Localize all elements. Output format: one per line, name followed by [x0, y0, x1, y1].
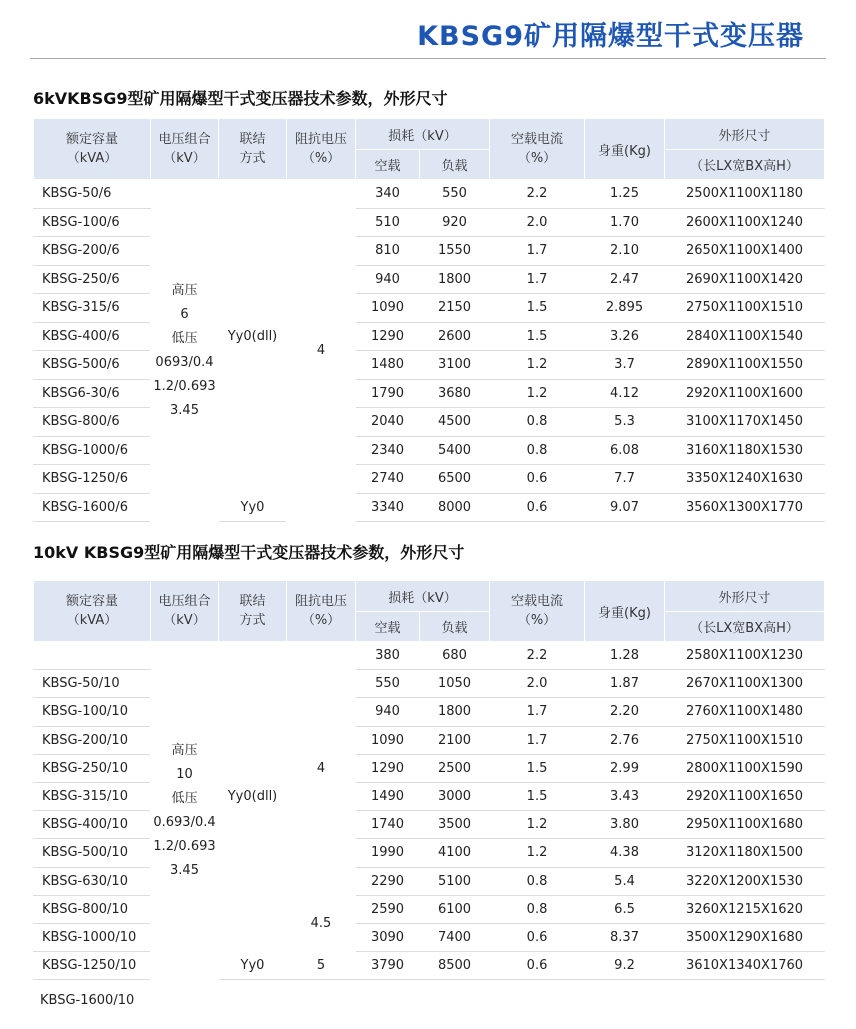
- header-loss-noload: 空载: [356, 150, 420, 180]
- model-cell: KBSG-630/10: [34, 867, 151, 895]
- table-body: [34, 642, 825, 980]
- header-loss-load: 负载: [420, 150, 490, 180]
- impedance-cell: 4: [287, 642, 356, 896]
- loss-noload-cell: 380: [356, 642, 420, 670]
- weight-cell: 2.47: [585, 265, 665, 294]
- weight-cell: 1.70: [585, 208, 665, 237]
- dimensions-cell: 2890X1100X1550: [665, 351, 825, 380]
- dimensions-cell: 2650X1100X1400: [665, 237, 825, 266]
- model-cell: KBSG-315/10: [34, 782, 151, 810]
- dimensions-cell: 2600X1100X1240: [665, 208, 825, 237]
- header-dimensions-unit: （长LX宽BX高H）: [665, 612, 825, 642]
- weight-cell: 4.12: [585, 379, 665, 408]
- connection-cell: Yy0: [219, 493, 287, 522]
- noload-current-cell: 1.5: [490, 294, 585, 323]
- weight-cell: 1.28: [585, 642, 665, 670]
- model-cell: KBSG-50/10: [34, 670, 151, 698]
- noload-current-cell: 1.2: [490, 811, 585, 839]
- loss-noload-cell: 2040: [356, 408, 420, 437]
- weight-cell: 2.76: [585, 726, 665, 754]
- model-cell: KBSG-500/6: [34, 351, 151, 380]
- noload-current-cell: 0.6: [490, 952, 585, 980]
- weight-cell: 3.80: [585, 811, 665, 839]
- loss-load-cell: 2100: [420, 726, 490, 754]
- dimensions-cell: 2500X1100X1180: [665, 180, 825, 209]
- noload-current-cell: 0.8: [490, 867, 585, 895]
- loss-load-cell: 680: [420, 642, 490, 670]
- weight-cell: 6.08: [585, 436, 665, 465]
- table-header: [34, 119, 825, 180]
- voltage-combo-line: 0.693/0.4: [153, 814, 216, 830]
- dimensions-cell: 3610X1340X1760: [665, 952, 825, 980]
- loss-noload-cell: 2740: [356, 465, 420, 494]
- voltage-combo-line: 低压: [171, 330, 198, 346]
- impedance-cell: 5: [287, 952, 356, 980]
- voltage-combo-line: 3.45: [170, 862, 199, 878]
- weight-cell: 2.895: [585, 294, 665, 323]
- model-cell: KBSG-800/6: [34, 408, 151, 437]
- model-cell: [34, 642, 151, 670]
- weight-cell: 9.07: [585, 493, 665, 522]
- noload-current-cell: 0.8: [490, 436, 585, 465]
- noload-current-cell: 1.7: [490, 265, 585, 294]
- noload-current-cell: 1.5: [490, 782, 585, 810]
- dimensions-cell: 2670X1100X1300: [665, 670, 825, 698]
- loss-load-cell: 3500: [420, 811, 490, 839]
- voltage-combo-line: 低压: [171, 790, 198, 806]
- header-dimensions-unit: （长LX宽BX高H）: [665, 150, 825, 180]
- loss-load-cell: 3100: [420, 351, 490, 380]
- model-cell: KBSG-250/6: [34, 265, 151, 294]
- noload-current-cell: 0.6: [490, 493, 585, 522]
- weight-cell: 2.99: [585, 754, 665, 782]
- weight-cell: 3.43: [585, 782, 665, 810]
- model-cell: KBSG-50/6: [34, 180, 151, 209]
- dimensions-cell: 3260X1215X1620: [665, 895, 825, 923]
- loss-load-cell: 1050: [420, 670, 490, 698]
- header-connection: 联结 方式: [219, 581, 287, 642]
- loss-noload-cell: 2590: [356, 895, 420, 923]
- loss-noload-cell: 550: [356, 670, 420, 698]
- weight-cell: 5.3: [585, 408, 665, 437]
- dimensions-cell: 2950X1100X1680: [665, 811, 825, 839]
- loss-noload-cell: 2340: [356, 436, 420, 465]
- loss-noload-cell: 1990: [356, 839, 420, 867]
- header-rated-capacity: 额定容量 （kVA）: [34, 581, 151, 642]
- weight-cell: 2.20: [585, 698, 665, 726]
- model-cell: KBSG-250/10: [34, 754, 151, 782]
- noload-current-cell: 2.2: [490, 642, 585, 670]
- header-weight: 身重(Kg): [585, 581, 665, 642]
- dimensions-cell: 3500X1290X1680: [665, 923, 825, 951]
- weight-cell: 1.25: [585, 180, 665, 209]
- dimensions-cell: 3100X1170X1450: [665, 408, 825, 437]
- model-cell: KBSG-1000/6: [34, 436, 151, 465]
- voltage-combo-line: 1.2/0.693: [153, 378, 216, 394]
- voltage-combo-line: 10: [176, 766, 193, 782]
- noload-current-cell: 2.0: [490, 670, 585, 698]
- header-loss: 损耗（kV）: [356, 581, 490, 612]
- loss-load-cell: 920: [420, 208, 490, 237]
- model-cell: KBSG-400/10: [34, 811, 151, 839]
- weight-cell: 5.4: [585, 867, 665, 895]
- voltage-combo-line: 6: [180, 306, 189, 322]
- connection-cell: Yy0: [219, 952, 287, 980]
- noload-current-cell: 1.7: [490, 237, 585, 266]
- model-cell: KBSG-800/10: [34, 895, 151, 923]
- dimensions-cell: 3560X1300X1770: [665, 493, 825, 522]
- impedance-cell: 4.5: [287, 895, 356, 951]
- header-noload-current: 空载电流 （%）: [490, 119, 585, 180]
- spec-table-6kv: [33, 118, 825, 522]
- dimensions-cell: 2750X1100X1510: [665, 726, 825, 754]
- model-cell: KBSG-500/10: [34, 839, 151, 867]
- dimensions-cell: 3220X1200X1530: [665, 867, 825, 895]
- loss-load-cell: 1800: [420, 698, 490, 726]
- header-loss-noload: 空载: [356, 612, 420, 642]
- dimensions-cell: 3120X1180X1500: [665, 839, 825, 867]
- header-voltage-combo: 电压组合 （kV）: [151, 581, 219, 642]
- dimensions-cell: 2920X1100X1650: [665, 782, 825, 810]
- loss-load-cell: 3680: [420, 379, 490, 408]
- noload-current-cell: 0.8: [490, 895, 585, 923]
- model-cell: KBSG-1000/10: [34, 923, 151, 951]
- header-loss: 损耗（kV）: [356, 119, 490, 150]
- section-2-title: 10kV KBSG9型矿用隔爆型干式变压器技术参数，外形尺寸: [33, 543, 465, 562]
- model-cell: KBSG-1250/10: [34, 952, 151, 980]
- loss-load-cell: 2600: [420, 322, 490, 351]
- loss-load-cell: 5400: [420, 436, 490, 465]
- dimensions-cell: 2800X1100X1590: [665, 754, 825, 782]
- loss-load-cell: 8500: [420, 952, 490, 980]
- noload-current-cell: 2.2: [490, 180, 585, 209]
- dimensions-cell: 3160X1180X1530: [665, 436, 825, 465]
- weight-cell: 1.87: [585, 670, 665, 698]
- loss-load-cell: 7400: [420, 923, 490, 951]
- dimensions-cell: 2840X1100X1540: [665, 322, 825, 351]
- table-header: [34, 581, 825, 642]
- table-body: [34, 180, 825, 522]
- header-rated-capacity: 额定容量 （kVA）: [34, 119, 151, 180]
- loss-noload-cell: 3790: [356, 952, 420, 980]
- loss-noload-cell: 1790: [356, 379, 420, 408]
- model-cell: KBSG-200/6: [34, 237, 151, 266]
- header-noload-current: 空载电流 （%）: [490, 581, 585, 642]
- loss-noload-cell: 3340: [356, 493, 420, 522]
- page-title: KBSG9矿用隔爆型干式变压器: [417, 21, 804, 52]
- connection-cell: Yy0(dll): [219, 642, 287, 952]
- section-1-title: 6kVKBSG9型矿用隔爆型干式变压器技术参数，外形尺寸: [33, 89, 448, 108]
- loss-noload-cell: 1090: [356, 294, 420, 323]
- model-cell: KBSG-200/10: [34, 726, 151, 754]
- loss-noload-cell: 3090: [356, 923, 420, 951]
- noload-current-cell: 1.7: [490, 698, 585, 726]
- model-cell: KBSG-315/6: [34, 294, 151, 323]
- noload-current-cell: 1.7: [490, 726, 585, 754]
- loss-load-cell: 1800: [420, 265, 490, 294]
- loss-noload-cell: 340: [356, 180, 420, 209]
- loss-load-cell: 8000: [420, 493, 490, 522]
- header-voltage-combo: 电压组合 （kV）: [151, 119, 219, 180]
- voltage-combo-line: 1.2/0.693: [153, 838, 216, 854]
- page-header: [30, 0, 826, 59]
- weight-cell: 8.37: [585, 923, 665, 951]
- voltage-combo-cell: [151, 642, 219, 980]
- loss-load-cell: 2150: [420, 294, 490, 323]
- noload-current-cell: 0.6: [490, 923, 585, 951]
- impedance-cell: 4: [287, 180, 356, 522]
- loss-noload-cell: 940: [356, 265, 420, 294]
- noload-current-cell: 1.2: [490, 839, 585, 867]
- header-weight: 身重(Kg): [585, 119, 665, 180]
- voltage-combo-line: 0693/0.4: [155, 354, 214, 370]
- loss-noload-cell: 510: [356, 208, 420, 237]
- loss-load-cell: 1550: [420, 237, 490, 266]
- model-cell: KBSG6-30/6: [34, 379, 151, 408]
- voltage-combo-cell: [151, 180, 219, 522]
- model-cell: KBSG-400/6: [34, 322, 151, 351]
- dimensions-cell: 2750X1100X1510: [665, 294, 825, 323]
- loss-load-cell: 5100: [420, 867, 490, 895]
- voltage-combo-line: 3.45: [170, 402, 199, 418]
- header-dimensions: 外形尺寸: [665, 581, 825, 612]
- dimensions-cell: 2690X1100X1420: [665, 265, 825, 294]
- table-row: [34, 642, 825, 670]
- weight-cell: 3.26: [585, 322, 665, 351]
- dimensions-cell: 2760X1100X1480: [665, 698, 825, 726]
- header-loss-load: 负载: [420, 612, 490, 642]
- header-connection: 联结 方式: [219, 119, 287, 180]
- weight-cell: 3.7: [585, 351, 665, 380]
- weight-cell: 4.38: [585, 839, 665, 867]
- noload-current-cell: 1.2: [490, 351, 585, 380]
- loss-noload-cell: 810: [356, 237, 420, 266]
- model-cell: KBSG-100/10: [34, 698, 151, 726]
- loss-load-cell: 550: [420, 180, 490, 209]
- table-row: [34, 180, 825, 209]
- loss-noload-cell: 1290: [356, 754, 420, 782]
- loss-noload-cell: 940: [356, 698, 420, 726]
- noload-current-cell: 1.5: [490, 322, 585, 351]
- model-cell: KBSG-1250/6: [34, 465, 151, 494]
- loss-noload-cell: 2290: [356, 867, 420, 895]
- spec-table-10kv: [33, 580, 825, 980]
- loss-noload-cell: 1090: [356, 726, 420, 754]
- loss-load-cell: 6500: [420, 465, 490, 494]
- noload-current-cell: 0.6: [490, 465, 585, 494]
- voltage-combo-line: 高压: [171, 742, 198, 758]
- noload-current-cell: 0.8: [490, 408, 585, 437]
- connection-cell: Yy0(dll): [219, 180, 287, 494]
- weight-cell: 7.7: [585, 465, 665, 494]
- model-cell: KBSG-1600/6: [34, 493, 151, 522]
- loss-noload-cell: 1740: [356, 811, 420, 839]
- noload-current-cell: 1.2: [490, 379, 585, 408]
- loss-load-cell: 4500: [420, 408, 490, 437]
- loss-load-cell: 4100: [420, 839, 490, 867]
- weight-cell: 2.10: [585, 237, 665, 266]
- weight-cell: 6.5: [585, 895, 665, 923]
- weight-cell: 9.2: [585, 952, 665, 980]
- trailing-model-label: KBSG-1600/10: [40, 993, 135, 1008]
- loss-noload-cell: 1490: [356, 782, 420, 810]
- dimensions-cell: 2920X1100X1600: [665, 379, 825, 408]
- dimensions-cell: 2580X1100X1230: [665, 642, 825, 670]
- noload-current-cell: 1.5: [490, 754, 585, 782]
- dimensions-cell: 3350X1240X1630: [665, 465, 825, 494]
- loss-noload-cell: 1290: [356, 322, 420, 351]
- header-dimensions: 外形尺寸: [665, 119, 825, 150]
- model-cell: KBSG-100/6: [34, 208, 151, 237]
- loss-load-cell: 6100: [420, 895, 490, 923]
- header-impedance: 阻抗电压 （%）: [287, 119, 356, 180]
- loss-load-cell: 3000: [420, 782, 490, 810]
- voltage-combo-line: 高压: [171, 282, 198, 298]
- loss-load-cell: 2500: [420, 754, 490, 782]
- noload-current-cell: 2.0: [490, 208, 585, 237]
- header-impedance: 阻抗电压 （%）: [287, 581, 356, 642]
- loss-noload-cell: 1480: [356, 351, 420, 380]
